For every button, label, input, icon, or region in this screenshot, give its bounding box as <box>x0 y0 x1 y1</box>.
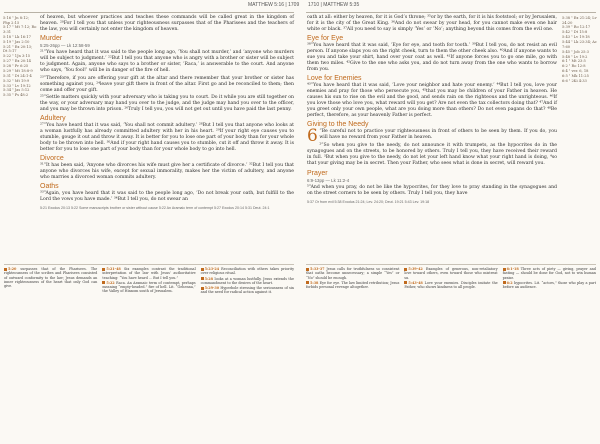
note-reference: 5:33-37 <box>310 267 327 271</box>
right-header-rule <box>306 12 596 13</box>
cross-reference[interactable]: 6:2 ¹ Ro 12:8 <box>562 64 586 69</box>
note-marker-icon <box>4 268 7 271</box>
note-marker-icon <box>306 281 309 284</box>
love-for-enemies-paragraph: ⁴³“You have heard that it was said, ‘Love your neighbor and hate your enemy.’ ⁴⁴But I tell you, love your enemies and pray for those who persecute you, ⁴⁵that you may be children of your Father in heaven. He causes his sun to rise on the evil and the good, and sends rain on the righteous and the unrighteous. ⁴⁶If you love those who love you, what reward will you get? Are not even the tax collectors doing that? ⁴⁷And if you greet only your own people, what are you doing more than others? Do not even pagans do that? ⁴⁸Be perfect, therefore, as your heavenly Father is perfect. <box>307 83 557 118</box>
cross-reference[interactable]: 5:35 ¹ Ps 48:2 <box>3 93 29 98</box>
note-text: looks at a woman lustfully. Jesus extends the commandment to the desires of the heart. <box>200 276 294 285</box>
cross-reference[interactable]: 5:18 ¹ Lk 16:17 <box>3 34 31 39</box>
study-note <box>201 267 294 276</box>
note-reference: 5:21-48 <box>106 267 124 271</box>
left-notes-divider <box>4 264 294 265</box>
left-footnotes: 5:21 Exodus 20:13 5:22 Some manuscripts brother or sister without cause 5:22 An Aramaic term of contempt 5:27 Exodus 20:14 5:31 Deut. 24:1 <box>40 206 270 211</box>
note-marker-icon <box>404 268 407 271</box>
note-marker-icon <box>503 281 506 284</box>
note-marker-icon <box>306 268 309 271</box>
note-reference: 5:23-24 <box>204 267 222 271</box>
note-text: surpasses that of the Pharisees. The righteousness of the scribes and Pharisees consisted of outward conformity to the law; Jesus demands an inner righteousness of the heart that only God can give. <box>4 267 98 288</box>
study-note <box>201 286 294 295</box>
note-marker-icon <box>503 268 506 271</box>
note-reference: 5:39-42 <box>408 267 426 271</box>
cross-reference[interactable]: 6:6 ¹ 2Ki 4:33 <box>562 78 587 83</box>
cross-reference[interactable]: 5:38 ¹ Ex 21:24; Lv 24:20 <box>562 16 597 25</box>
cross-reference[interactable]: 5:32 ¹ Mt 19:9 <box>3 78 30 83</box>
cross-reference[interactable]: 5:21 ¹ Ex 20:13; Dt 5:17 <box>3 44 33 54</box>
note-marker-icon <box>102 281 105 284</box>
note-text: hypocrites. Lit. “actors,” those who play a part before an audience. <box>502 280 596 289</box>
prayer-paragraph: ⁵“And when you pray, do not be like the hypocrites, for they love to pray standing in the synagogues and on the street corners to be seen by others. Truly I tell you, they have <box>307 185 557 197</box>
heading-adultery: Adultery <box>40 115 66 123</box>
cross-reference[interactable]: 5:16 ¹ Jn 8:12; Php 2:15 <box>3 16 29 25</box>
note-reference: 5:22 <box>106 280 117 285</box>
note-marker-icon <box>404 281 407 284</box>
note-marker-icon <box>102 268 105 271</box>
cross-reference[interactable]: 5:22 ¹ 1Jn 3:15 <box>3 54 31 59</box>
left-header-rule <box>4 12 294 13</box>
murder-paragraph: ²¹“You have heard that it was said to the people long ago, ‘You shall not murder,’ and ‘anyone who murders will be subject to judgment.’ ²²But I tell you that anyone who is angry with a brother or sister will be subject to judgment. Again, anyone who says to a brother or sister, ‘Raca,’ is answerable to the court. And anyone who says, ‘You fool!’ will be in danger of the fire of hell. <box>40 50 294 73</box>
note-text: Eye for eye. The law limited retribution; Jesus forbids personal revenge altogether. <box>306 280 400 289</box>
cross-reference[interactable]: 6:4 ¹ ver. 6, 18 <box>562 69 589 74</box>
cross-reference[interactable]: 5:28 ¹ Pr 6:25 <box>3 64 29 69</box>
study-note <box>404 281 497 290</box>
left-text-column <box>40 15 294 212</box>
cross-reference[interactable]: 5:39 ¹ Ro 12:17 <box>562 25 591 30</box>
study-note <box>201 277 294 286</box>
study-note <box>404 267 497 280</box>
cross-reference[interactable]: 5:45 ¹ Job 25:3 <box>562 49 589 54</box>
study-note <box>102 281 195 294</box>
note-text: Love your enemies. Disciples imitate the Father, who shows kindness to all people. <box>404 280 498 289</box>
note-text: Hyperbole stressing the seriousness of sin and the need for radical action against it. <box>200 286 294 295</box>
note-marker-icon <box>201 268 204 271</box>
oaths-paragraph: ³³“Again, you have heard that it was said to the people long ago, ‘Do not break your oath, but fulfill to the Lord the vows you have made.’ ³⁴But I tell you, do not swear an <box>40 191 294 203</box>
study-note <box>306 281 399 290</box>
note-reference: 5:20 <box>8 267 21 271</box>
heading-giving-to-needy: Giving to the Needy <box>307 121 369 128</box>
right-study-notes <box>306 267 596 442</box>
murder-paragraph: ²⁵“Settle matters quickly with your adversary who is taking you to court. Do it while you are still together on the way, or your adversary may hand you over to the judge, and the judge may hand you over to the officer, and you may be thrown into prison. ²⁶Truly I tell you, you will not get out until you have paid the last penny. <box>40 95 294 113</box>
cross-reference[interactable]: 5:31 ¹ Dt 24:1-4 <box>3 73 32 78</box>
right-footnotes: 5:37 Or from evil 5:38 Exodus 21:24; Lev. 24:20; Deut. 19:21 5:43 Lev. 19:18 <box>307 200 430 205</box>
giving-to-needy-paragraph: ²“So when you give to the needy, do not announce it with trumpets, as the hypocrites do in the synagogues and on the streets, to be honored by others. Truly I tell you, they have received their reward in full. ³But when you give to the needy, do not let your left hand know what your right hand is doing, ⁴so that your giving may be in secret. Then your Father, who sees what is done in secret, will reward you. <box>307 142 557 166</box>
study-note <box>503 281 596 290</box>
cross-reference[interactable]: 5:34 ¹ Jas 5:12 <box>3 88 30 93</box>
study-note <box>102 267 195 280</box>
heading-eye-for-eye: Eye for Eye <box>307 35 344 42</box>
note-text: Examples of generous, non-retaliatory love toward others, even toward those who mistreat us. <box>404 267 498 280</box>
cross-reference[interactable]: 5:17 ¹ Mt 7:12; Ro 3:31 <box>3 25 37 35</box>
giving-to-needy-paragraph: “Be careful not to practice your righteousness in front of others to be seen by them. If you do, you will have no reward from your Father in heaven. <box>319 129 557 140</box>
right-running-head: 1710 | MATTHEW 5:35 <box>308 2 360 8</box>
cross-reference[interactable]: 5:27 ¹ Ex 20:14 <box>3 59 31 64</box>
murder-paragraph: ²³“Therefore, if you are offering your gift at the altar and there remember that your brother or sister has something against you, ²⁴leave your gift there in front of the altar. First go and be reconciled to them; then come and offer your gift. <box>40 75 294 93</box>
subheading-prayer: 6:9-13pp — Lk 11:2-4 <box>307 178 350 184</box>
left-intro-paragraph: of heaven, but whoever practices and teaches these commands will be called great in the kingdom of heaven. ²⁰For I tell you that unless your righteousness surpasses that of the Pharisees and the teachers of the law, you will certainly not enter the kingdom of heaven. <box>40 15 294 32</box>
cross-reference[interactable]: 5:33 ¹ Lv 19:12 <box>3 83 31 88</box>
cross-reference[interactable]: 5:19 ¹ Jas 2:10 <box>3 39 30 44</box>
study-note <box>503 267 596 280</box>
left-study-notes <box>4 267 294 442</box>
note-text: Three acts of piety — giving, prayer and fasting — should be done for God, not to win human praise. <box>502 267 596 280</box>
heading-oaths: Oaths <box>40 183 59 191</box>
heading-divorce: Divorce <box>40 155 64 163</box>
cross-reference[interactable]: 5:44 ¹ Lk 23:34; Ac 7:60 <box>562 40 597 49</box>
note-reference: 5:43-48 <box>408 280 425 285</box>
note-reference: 6:1-18 <box>506 267 521 271</box>
cross-reference[interactable]: 5:42 ¹ Dt 15:8 <box>562 30 588 35</box>
study-note <box>4 267 97 288</box>
cross-reference[interactable]: 5:29 ¹ Mt 18:8-9 <box>3 68 33 73</box>
right-text-column <box>307 15 557 206</box>
study-note <box>306 267 399 280</box>
note-reference: 6:2 <box>506 280 515 285</box>
heading-prayer: Prayer <box>307 170 328 178</box>
note-reference: 5:28 <box>204 276 215 281</box>
note-text: Six examples contrast the traditional interpretation of the law with Jesus’ authoritative teaching: “You have heard ... But I tell you.” <box>102 267 196 280</box>
right-cross-references <box>562 16 598 84</box>
cross-reference[interactable]: 6:5 ¹ Mk 11:25 <box>562 74 589 79</box>
note-text: Raca. An Aramaic term of contempt, perhaps meaning “empty-headed.” fire of hell. Lit. “Gehenna,” the Valley of Hinnom south of Jerusalem. <box>102 280 196 294</box>
note-marker-icon <box>201 287 204 290</box>
left-cross-references <box>3 16 37 98</box>
note-marker-icon <box>201 277 204 280</box>
cross-reference[interactable]: 6:1 ¹ Mt 23:5 <box>562 59 586 64</box>
cross-reference[interactable]: 5:48 ¹ Lv 19:2 <box>562 54 588 59</box>
right-intro-paragraph: oath at all: either by heaven, for it is God’s throne; ³⁵or by the earth, for it is his footstool; or by Jerusalem, for it is the city of the Great King. ³⁶And do not swear by your head, for you cannot make even one hair white or black. ³⁷All you need to say is simply ‘Yes’ or ‘No’; anything beyond this comes from the evil one. <box>307 15 557 32</box>
left-running-head: MATTHEW 5:16 | 1709 <box>248 2 300 8</box>
subheading-murder: 5:25-26pp — Lk 12:58-59 <box>40 43 90 48</box>
note-text: Jesus calls for truthfulness so consistent that oaths become unnecessary; a simple “Yes” or “No” should be enough. <box>306 267 400 280</box>
divorce-paragraph: ³¹“It has been said, ‘Anyone who divorces his wife must give her a certificate of divorce.’ ³²But I tell you that anyone who divorces his wife, except for sexual immorality, makes her the victim of adultery, and anyone who marries a divorced woman commits adultery. <box>40 163 294 181</box>
cross-reference[interactable]: 5:43 ¹ Lv 19:18 <box>562 35 590 40</box>
heading-murder: Murder <box>40 35 63 42</box>
note-reference: 5:38 <box>310 280 320 285</box>
eye-for-eye-paragraph: ³⁸“You have heard that it was said, ‘Eye for eye, and tooth for tooth.’ ³⁹But I tell you, do not resist an evil person. If anyone slaps you on the right cheek, turn to them the other cheek also. ⁴⁰And if anyone wants to sue you and take your shirt, hand over your coat as well. ⁴¹If anyone forces you to go one mile, go with them two miles. ⁴²Give to the one who asks you, and do not turn away from the one who wants to borrow from you. <box>307 43 557 72</box>
note-text: Reconciliation with others takes priority over religious ritual. <box>200 267 294 276</box>
right-notes-divider <box>306 264 596 265</box>
note-reference: 5:29-30 <box>204 286 221 290</box>
heading-love-for-enemies: Love for Enemies <box>307 75 362 82</box>
chapter-dropcap: 6 <box>307 126 318 146</box>
adultery-paragraph: ²⁷“You have heard that it was said, ‘You shall not commit adultery.’ ²⁸But I tell you that anyone who looks at a woman lustfully has already committed adultery with her in his heart. ²⁹If your right eye causes you to stumble, gouge it out and throw it away. It is better for you to lose one part of your body than for your whole body to be thrown into hell. ³⁰And if your right hand causes you to stumble, cut it off and throw it away. It is better for you to lose one part of your body than for your whole body to go into hell. <box>40 123 294 153</box>
